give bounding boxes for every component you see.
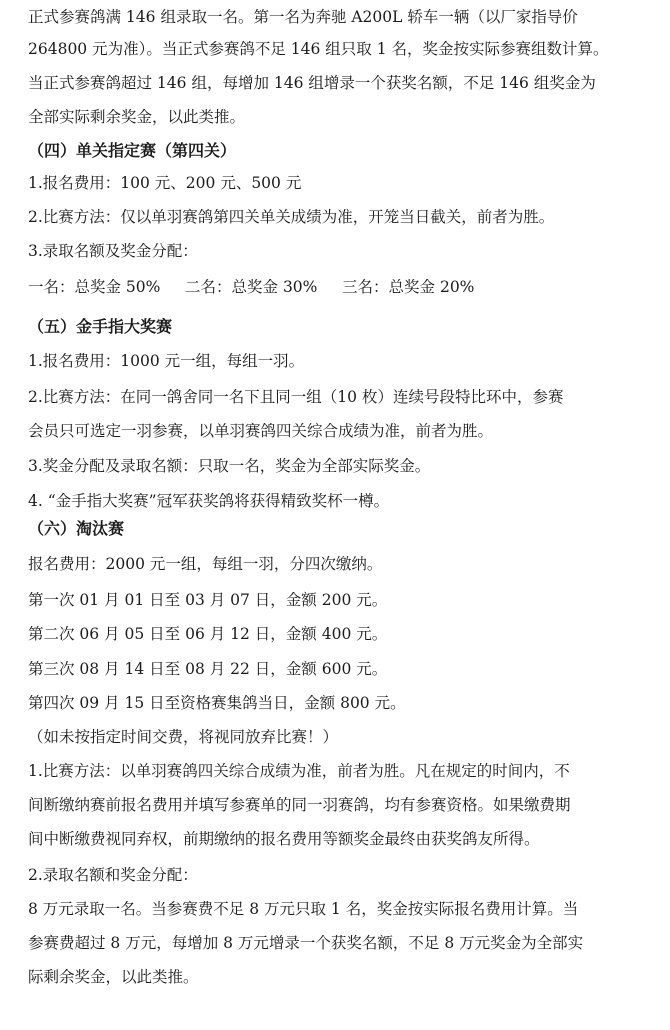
section6-line: 第一次 01 月 01 日至 03 月 07 日，金额 200 元。 — [28, 591, 388, 609]
section6-line: 2.录取名额和奖金分配： — [28, 866, 198, 884]
section6-note: （如未按指定时间交费，将视同放弃比赛！） — [28, 728, 339, 746]
section4-line: 1.报名费用：100 元、200 元、500 元 — [28, 174, 302, 192]
section-heading-4: （四）单关指定赛（第四关） — [28, 141, 237, 160]
section6-line: 间断缴纳赛前报名费用并填写参赛单的同一羽赛鸽，均有参赛资格。如果缴费期 — [28, 796, 571, 814]
section6-line: 际剩余奖金，以此类推。 — [28, 968, 199, 986]
section6-line: 第四次 09 月 15 日至资格赛集鸽当日，金额 800 元。 — [28, 694, 406, 712]
section5-line: 3.奖金分配及录取名额：只取一名，奖金为全部实际奖金。 — [28, 457, 431, 475]
section6-line: 第二次 06 月 05 日至 06 月 12 日，金额 400 元。 — [28, 625, 388, 643]
section5-line: 会员只可选定一羽参赛，以单羽赛鸽四关综合成绩为准，前者为胜。 — [28, 422, 494, 440]
intro-line: 264800 元为准）。当正式参赛鸽不足 146 组只取 1 名，奖金按实际参赛组数计算。 — [28, 40, 609, 58]
section-heading-5: （五）金手指大奖赛 — [28, 317, 173, 336]
section5-line: 2.比赛方法：在同一鸽舍同一名下且同一组（10 枚）连续号段特比环中，参赛 — [28, 388, 564, 406]
section6-line: 参赛费超过 8 万元，每增加 8 万元增录一个获奖名额，不足 8 万元奖金为全部实 — [28, 934, 584, 952]
section6-line: 间中断缴费视同弃权，前期缴纳的报名费用等额奖金最终由获奖鸽友所得。 — [28, 830, 540, 848]
section4-line: 一名：总奖金 50% 二名：总奖金 30% 三名：总奖金 20% — [28, 278, 475, 296]
section6-line: 8 万元录取一名。当参赛费不足 8 万元只取 1 名，奖金按实际报名费用计算。当 — [28, 900, 579, 918]
section6-line: 1.比赛方法：以单羽赛鸽四关综合成绩为准，前者为胜。凡在规定的时间内，不 — [28, 762, 570, 780]
section4-line: 2.比赛方法：仅以单羽赛鸽第四关单关成绩为准，开笼当日截关，前者为胜。 — [28, 208, 555, 226]
section5-line: 1.报名费用：1000 元一组，每组一羽。 — [28, 352, 305, 370]
section6-line: 报名费用：2000 元一组，每组一羽，分四次缴纳。 — [28, 555, 383, 573]
section5-line: 4. “金手指大奖赛”冠军获奖鸽将获得精致奖杯一樽。 — [28, 492, 390, 510]
section6-line: 第三次 08 月 14 日至 08 月 22 日，金额 600 元。 — [28, 660, 388, 678]
section4-line: 3.录取名额及奖金分配： — [28, 242, 198, 260]
intro-line: 正式参赛鸽满 146 组录取一名。第一名为奔驰 A200L 轿车一辆（以厂家指导价 — [28, 8, 578, 26]
intro-line: 全部实际剩余奖金，以此类推。 — [28, 108, 246, 126]
intro-line: 当正式参赛鸽超过 146 组，每增加 146 组增录一个获奖名额，不足 146 组奖金为 — [28, 74, 596, 92]
section-heading-6: （六）淘汰赛 — [28, 519, 125, 538]
